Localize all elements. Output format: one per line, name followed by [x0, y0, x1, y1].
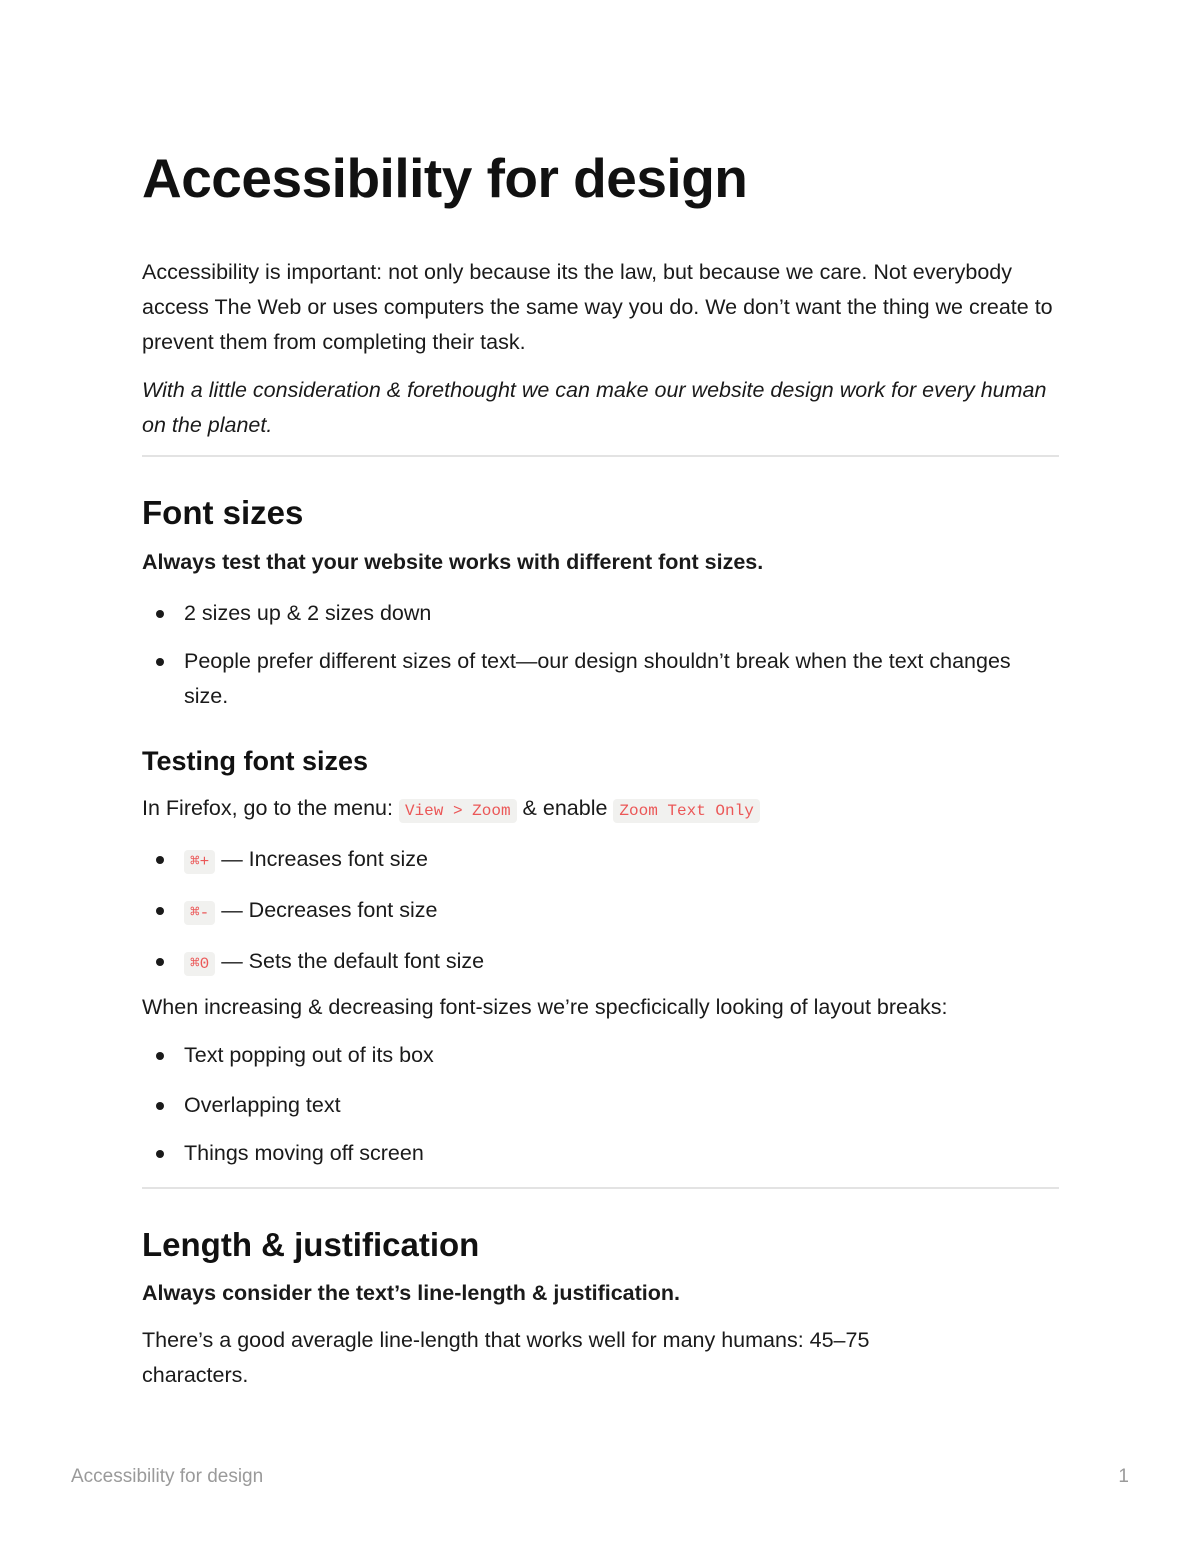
list-item: People prefer different sizes of text—our design shouldn’t break when the text changes size. — [142, 644, 1059, 714]
list-item: 2 sizes up & 2 sizes down — [142, 596, 1059, 631]
menu-path-code: View > Zoom — [399, 799, 517, 823]
shortcut-key: ⌘- — [184, 901, 215, 925]
bullet-icon — [156, 1052, 164, 1060]
section-divider — [142, 1187, 1059, 1189]
length-lead: Always consider the text’s line-length & justification. — [142, 1281, 680, 1305]
footer-title: Accessibility for design — [71, 1466, 264, 1487]
layout-breaks-intro: When increasing & decreasing font-sizes we’re specficically looking of layout breaks: — [142, 995, 948, 1019]
zoom-text-only-code: Zoom Text Only — [613, 799, 759, 823]
font-sizes-list — [142, 596, 1059, 714]
page-title: Accessibility for design — [142, 147, 748, 209]
heading-testing-font-sizes: Testing font sizes — [142, 746, 369, 776]
heading-length-justification: Length & justification — [142, 1226, 480, 1263]
intro-quote: With a little consideration & forethought we can make our website design work for every human on the planet. — [142, 378, 1047, 437]
bullet-icon — [156, 1102, 164, 1110]
shortcut-key: ⌘0 — [184, 952, 215, 976]
bullet-icon — [156, 658, 164, 666]
heading-font-sizes: Font sizes — [142, 494, 304, 531]
section-divider — [142, 455, 1059, 457]
bullet-icon — [156, 856, 164, 864]
bullet-icon — [156, 610, 164, 618]
shortcut-key: ⌘+ — [184, 850, 215, 874]
firefox-instructions: In Firefox, go to the menu: View > Zoom & enable Zoom Text Only — [142, 791, 1059, 829]
list-item: Things moving off screen — [142, 1136, 1059, 1171]
list-item: Text popping out of its box — [142, 1038, 1059, 1073]
length-paragraph: There’s a good averagle line-length that works well for many humans: 45–75 characters. — [142, 1328, 870, 1387]
page-number: 1 — [1118, 1466, 1129, 1487]
shortcut-item: ⌘- — Decreases font size — [142, 893, 1059, 931]
bullet-icon — [156, 1150, 164, 1158]
font-sizes-lead: Always test that your website works with different font sizes. — [142, 550, 764, 574]
layout-breaks-list — [142, 1038, 1059, 1171]
shortcut-list — [142, 842, 1059, 982]
bullet-icon — [156, 958, 164, 966]
intro-paragraph: Accessibility is important: not only because its the law, but because we care. Not everybody access The Web or uses computers the same way you do. We don’t want the thing we create to prevent them from completing their task. — [142, 260, 1053, 354]
shortcut-item: ⌘0 — Sets the default font size — [142, 944, 1059, 982]
list-item: Overlapping text — [142, 1088, 1059, 1123]
bullet-icon — [156, 907, 164, 915]
shortcut-item: ⌘+ — Increases font size — [142, 842, 1059, 880]
